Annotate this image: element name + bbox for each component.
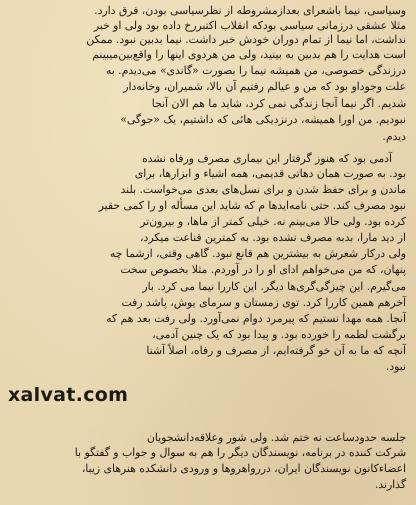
text-line: درزندگی خصوصی، من همیشه نیما را بصورت «گاندی» می‌دیدم. به — [105, 64, 406, 77]
text-line: است هدایت را هم بدبین به بینید، ولی من هردوی اینها را واقع‌بین‌میبینم — [92, 48, 406, 61]
text-line: آنجا. همه مهدا نستیم که پیرمرد دوام نمی‌آورد. ولی رفت بعد هم که — [106, 312, 406, 325]
text-line: نداشت، اما نیما از تمام دوران خودش خبر داشت. نیما بدبین نبود. ممکن — [86, 33, 406, 46]
text-line: اعضاءکانون نویسندگان ایران، دررواهروها و ورودی دانشکده هنرهای زیبا، — [81, 462, 406, 475]
text-line: می‌گیرم. این چیزگی‌گری‌ها دیگر. این کاررا نیما می کرد. بار — [142, 280, 406, 293]
text-line: نبود. — [385, 360, 406, 373]
text-line: نبود مصرف کند. حتی نامه‌ایدها م که شاید این مسأله او را کمی حقیر — [98, 199, 406, 212]
text-line: آخرهم همین کاررا کرد. توی زمستان و سرمای یوش، پاشد رفت — [121, 296, 406, 309]
text-line: علت وجوداو بود که من و عیالم رفتیم آن بالا، شمیران، وخانه‌دار — [123, 80, 406, 93]
text-line: دیدم. — [382, 130, 406, 143]
text-line: ماندن و برای حفظ شدن و برای نسل‌های بعدی می‌خواست. بلند — [120, 183, 406, 196]
text-line: از دید مارا، بدبه مصرف نشده بود. به کمترین قناعت میکرد، — [140, 231, 406, 244]
text-line: برگشت لطمه را خورده بود. و پیدا بود که یک چنین آدمی، — [152, 328, 406, 341]
text-line: ولی درکار شعرش به بیشترین هم قانع نبود. گاهی وقتی، ازشما چه — [109, 247, 406, 260]
text-line: آنچه که ما به آن خو گرفته‌ایم، از مصرف و رفاه، اصلاً آشنا — [146, 344, 406, 357]
text-line: وسیاسی، نیما باشعرای بعدازمشروطه از نظرسیاسی بودن، فرق دارد. — [94, 4, 406, 17]
text-line: نبودیم. من اورا همیشه، درنزدیکی هائی که داشتیم، یک «جوگی» — [120, 113, 406, 126]
text-line: جلسه حدودساعت نه ختم شد. ولی شور وعلاقه‌دانشجویان — [146, 431, 406, 444]
text-line: کرده بود. ولی حالا می‌بینم نه. خیلی کمتر از ماها، و بیرون‌تر — [140, 215, 406, 228]
text-line: شدیم. اگر نیما آنجا زندگی نمی کرد، شاید ما هم الان آنجا — [151, 97, 406, 110]
text-line: مثلا عشقی درزمانی سیاسی بودکه انقلاب اکتبررخ داده بود ولی او خبر — [93, 19, 406, 32]
text-line: شرکت کننده در برنامه، نویسندگان دیگر را هم به سوال و جواب و گفتگو با — [74, 446, 406, 459]
watermark: xalvat.com — [8, 384, 129, 406]
text-line: بود. به صورت همان دهاتی قدیمی، همه اشیاء و ابزارها، برای — [134, 167, 406, 180]
text-line: گذارند. — [374, 478, 406, 491]
text-line: آدمی بود که هنوز گرفتار این بیماری مصرف ورفاه نشده — [141, 152, 392, 165]
text-line: پنهان، که من می‌خواهم ادای او را در آوردم. مثلا بخصوص سخت — [120, 263, 406, 276]
